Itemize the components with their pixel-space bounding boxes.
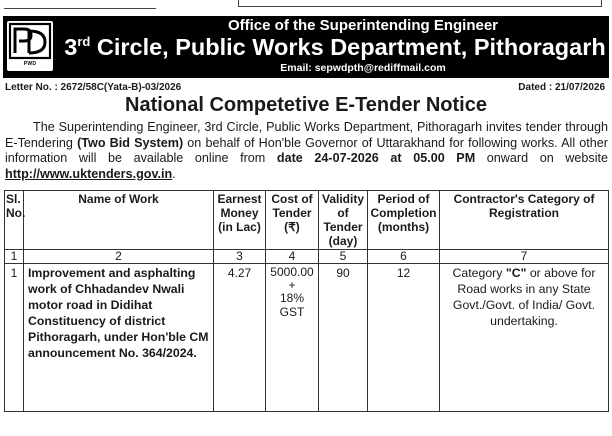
column-number: 2 bbox=[24, 250, 214, 264]
column-number: 1 bbox=[5, 250, 24, 264]
column-header: Validity of Tender (day) bbox=[319, 191, 368, 250]
column-number: 4 bbox=[266, 250, 319, 264]
website-link[interactable]: http://www.uktenders.gov.in bbox=[5, 166, 173, 181]
column-header: Cost of Tender (₹) bbox=[266, 191, 319, 250]
office-header bbox=[3, 16, 609, 78]
category-text: or above for Road works in any State Govt./Govt. of India/ Govt. undertaking. bbox=[452, 266, 596, 328]
paragraph-text: The Superintending Engineer, 3rd Circle, Public Works Department, Pithoragarh invites tender through E-Tendering bbox=[5, 120, 608, 150]
logo-caption: PWD bbox=[23, 61, 37, 67]
notice-paragraph bbox=[5, 120, 608, 182]
column-number: 7 bbox=[440, 250, 609, 264]
column-number: 5 bbox=[319, 250, 368, 264]
column-header: Contractor's Category of Registration bbox=[440, 191, 609, 250]
tender-cost-gst-rate: 18% bbox=[279, 291, 305, 305]
department-heading bbox=[61, 34, 609, 61]
paragraph-date-text: date 24-07-2026 at 05.00 PM bbox=[276, 151, 476, 165]
contractor-category bbox=[440, 264, 609, 412]
table-row bbox=[5, 264, 609, 412]
circle-suffix: rd bbox=[77, 34, 91, 49]
paragraph-bold-text: (Two Bid System) bbox=[77, 135, 184, 150]
paragraph-text: on behalf of Hon'ble Governor of Uttarakhand for following works. All other information will be available online from bbox=[5, 135, 608, 165]
column-number: 3 bbox=[214, 250, 266, 264]
paragraph-text: . bbox=[172, 166, 176, 181]
letter-info bbox=[5, 82, 605, 94]
tender-cost-amount: 5000.00 bbox=[270, 265, 314, 279]
circle-number: 3 bbox=[64, 34, 78, 60]
tender-validity: 90 bbox=[319, 264, 368, 412]
column-number: 6 bbox=[368, 250, 440, 264]
column-number-row bbox=[5, 250, 609, 264]
earnest-money: 4.27 bbox=[214, 264, 266, 412]
category-text: Category bbox=[452, 266, 506, 280]
office-line: Office of the Superintending Engineer bbox=[227, 17, 498, 34]
column-header: Period of Completion (months) bbox=[368, 191, 440, 250]
pwd-logo-icon bbox=[7, 21, 53, 61]
pwd-logo bbox=[7, 21, 53, 71]
tender-table bbox=[4, 190, 609, 412]
work-name: Improvement and asphalting work of Chhadandev Nwali motor road in Didihat Constituency of district Pithoragarh, under Hon'ble CM announcement No. 364/2024. bbox=[24, 264, 214, 412]
column-header: Name of Work bbox=[24, 191, 214, 250]
divider bbox=[4, 8, 156, 9]
department-name: Circle, Public Works Department, Pithoragarh bbox=[90, 34, 606, 60]
divider bbox=[238, 0, 602, 7]
office-email: Email: sepwdpth@rediffmail.com bbox=[280, 62, 446, 74]
letter-date: Dated : 21/07/2026 bbox=[518, 82, 605, 93]
top-border bbox=[0, 0, 612, 16]
letter-number: Letter No. : 2672/58C(Yata-B)-03/2026 bbox=[5, 82, 182, 93]
table-header-row bbox=[5, 191, 609, 250]
notice-title: National Competetive E-Tender Notice bbox=[125, 94, 487, 116]
tender-cost bbox=[266, 264, 319, 412]
completion-period: 12 bbox=[368, 264, 440, 412]
column-header: Earnest Money (in Lac) bbox=[214, 191, 266, 250]
tender-cost-plus: + bbox=[288, 278, 296, 292]
serial-number: 1 bbox=[5, 264, 24, 412]
category-class: "C" bbox=[505, 266, 527, 280]
column-header: Sl. No. bbox=[5, 191, 24, 250]
tender-cost-gst: GST bbox=[279, 305, 305, 319]
paragraph-text: onward on website bbox=[475, 151, 609, 165]
